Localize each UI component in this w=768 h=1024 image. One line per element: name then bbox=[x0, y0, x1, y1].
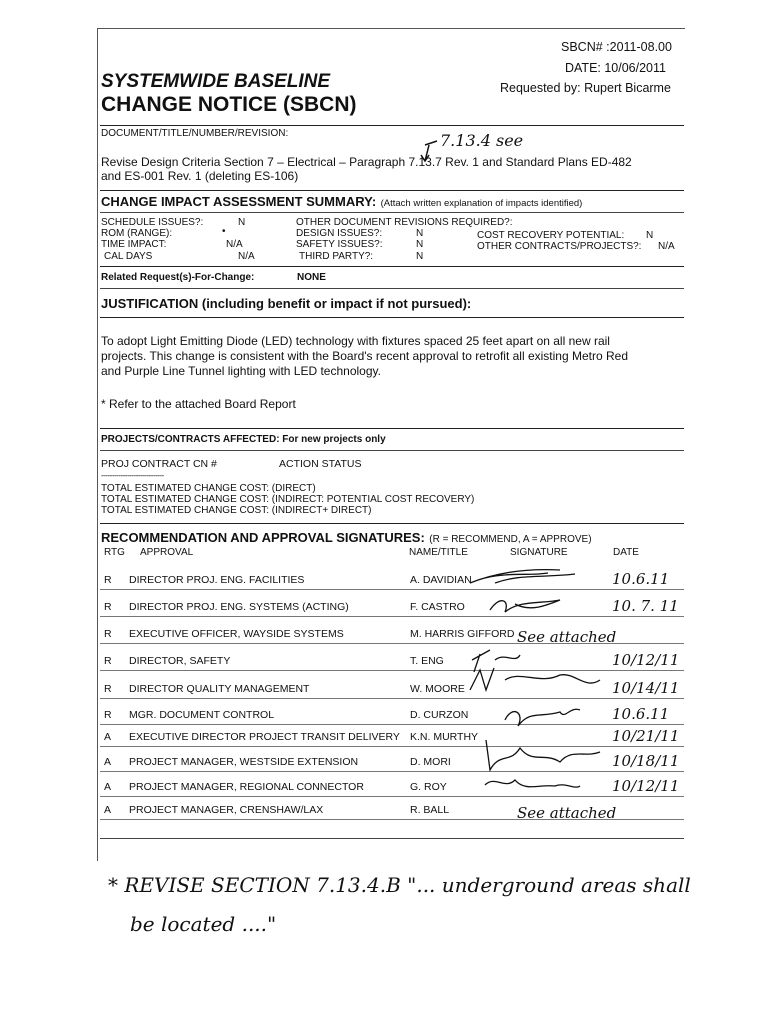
col-approval-header: APPROVAL bbox=[140, 547, 194, 558]
row-approval-title: PROJECT MANAGER, WESTSIDE EXTENSION bbox=[129, 756, 359, 768]
document-description-line2: and ES-001 Rev. 1 (deleting ES-106) bbox=[101, 169, 299, 183]
row-rtg: R bbox=[104, 655, 112, 667]
row-approval-title: DIRECTOR, SAFETY bbox=[129, 655, 231, 667]
time-impact-value: N/A bbox=[226, 239, 243, 250]
projects-row-divider: ----------------------------- bbox=[101, 471, 164, 480]
other-doc-revisions-label: OTHER DOCUMENT REVISIONS REQUIRED?: bbox=[296, 217, 513, 228]
col-name-header: NAME/TITLE bbox=[409, 547, 468, 558]
row-name: D. MORI bbox=[410, 756, 451, 768]
total-cost-indirect: TOTAL ESTIMATED CHANGE COST: (INDIRECT: POTENTIAL COST RECOVERY) bbox=[101, 494, 475, 505]
total-cost-combined: TOTAL ESTIMATED CHANGE COST: (INDIRECT+ DIRECT) bbox=[101, 505, 372, 516]
sbcn-number: SBCN# :2011-08.00 bbox=[561, 40, 672, 54]
cal-days-value: N/A bbox=[238, 251, 255, 262]
cal-days-label: CAL DAYS bbox=[104, 251, 153, 262]
row-date: 10/12/11 bbox=[612, 777, 680, 795]
row-signature-text: See attached bbox=[517, 804, 617, 822]
action-status-header: ACTION STATUS bbox=[279, 458, 362, 470]
form-title-line2: CHANGE NOTICE (SBCN) bbox=[101, 93, 357, 116]
third-party-label: THIRD PARTY?: bbox=[299, 251, 374, 262]
handwritten-section-note: 7.13.4 see bbox=[440, 131, 524, 150]
cost-recovery-value: N bbox=[646, 230, 654, 241]
row-rtg: R bbox=[104, 601, 112, 613]
rom-value: • bbox=[222, 226, 226, 237]
row-name: A. DAVIDIAN bbox=[410, 574, 472, 586]
row-approval-title: DIRECTOR PROJ. ENG. FACILITIES bbox=[129, 574, 305, 586]
row-date: 10. 7. 11 bbox=[612, 597, 679, 615]
related-request-value: NONE bbox=[297, 272, 326, 283]
row-date: 10/21/11 bbox=[612, 727, 680, 745]
row-name: F. CASTRO bbox=[410, 601, 465, 613]
row-name: D. CURZON bbox=[410, 709, 469, 721]
col-rtg-header: RTG bbox=[104, 547, 125, 558]
row-date: 10.6.11 bbox=[612, 705, 670, 723]
justification-heading: JUSTIFICATION (including benefit or impact if not pursued): bbox=[101, 296, 472, 311]
design-issues-value: N bbox=[416, 228, 424, 239]
row-name: K.N. MURTHY bbox=[410, 731, 479, 743]
other-contracts-value: N/A bbox=[658, 241, 675, 252]
document-label: DOCUMENT/TITLE/NUMBER/REVISION: bbox=[101, 128, 289, 139]
design-issues-label: DESIGN ISSUES?: bbox=[296, 228, 383, 239]
related-request-label: Related Request(s)-For-Change: bbox=[101, 272, 255, 283]
impact-heading-note: (Attach written explanation of impacts identified) bbox=[380, 198, 583, 209]
row-date: 10.6.11 bbox=[612, 570, 670, 588]
row-approval-title: DIRECTOR QUALITY MANAGEMENT bbox=[129, 683, 310, 695]
row-approval-title: EXECUTIVE OFFICER, WAYSIDE SYSTEMS bbox=[129, 628, 344, 640]
row-name: G. ROY bbox=[410, 781, 447, 793]
row-rtg: R bbox=[104, 574, 112, 586]
rom-label: ROM (RANGE): bbox=[101, 228, 173, 239]
row-date: 10/14/11 bbox=[612, 679, 680, 697]
safety-issues-value: N bbox=[416, 239, 424, 250]
row-date: 10/18/11 bbox=[612, 752, 680, 770]
other-contracts-label: OTHER CONTRACTS/PROJECTS?: bbox=[477, 241, 642, 252]
impact-heading-title: CHANGE IMPACT ASSESSMENT SUMMARY: bbox=[101, 194, 377, 209]
signatures-heading-title: RECOMMENDATION AND APPROVAL SIGNATURES: bbox=[101, 530, 425, 545]
schedule-issues-label: SCHEDULE ISSUES?: bbox=[101, 217, 204, 228]
row-approval-title: EXECUTIVE DIRECTOR PROJECT TRANSIT DELIVERY bbox=[129, 731, 400, 743]
requested-by: Requested by: Rupert Bicarme bbox=[500, 81, 671, 95]
justification-line2: projects. This change is consistent with the Board's recent approval to retrofit all existing Metro Red bbox=[101, 349, 628, 363]
sbcn-date: DATE: 10/06/2011 bbox=[565, 61, 666, 75]
total-cost-direct: TOTAL ESTIMATED CHANGE COST: (DIRECT) bbox=[101, 483, 316, 494]
row-approval-title: DIRECTOR PROJ. ENG. SYSTEMS (ACTING) bbox=[129, 601, 349, 613]
proj-contract-header: PROJ CONTRACT CN # bbox=[101, 458, 217, 470]
col-date-header: DATE bbox=[613, 547, 639, 558]
justification-line1: To adopt Light Emitting Diode (LED) technology with fixtures spaced 25 feet apart on all new rail bbox=[101, 334, 610, 348]
row-signature-text: See attached bbox=[517, 628, 617, 646]
cost-recovery-label: COST RECOVERY POTENTIAL: bbox=[477, 230, 625, 241]
handwritten-revision-line2: be located ...." bbox=[130, 912, 277, 936]
row-rtg: A bbox=[104, 804, 112, 816]
row-rtg: R bbox=[104, 709, 112, 721]
row-name: M. HARRIS GIFFORD bbox=[410, 628, 515, 640]
time-impact-label: TIME IMPACT: bbox=[101, 239, 167, 250]
row-name: W. MOORE bbox=[410, 683, 465, 695]
schedule-issues-value: N bbox=[238, 217, 246, 228]
projects-heading: PROJECTS/CONTRACTS AFFECTED: For new projects only bbox=[101, 434, 386, 445]
row-date: 10/12/11 bbox=[612, 651, 680, 669]
row-rtg: R bbox=[104, 628, 112, 640]
col-signature-header: SIGNATURE bbox=[510, 547, 568, 558]
board-report-note: * Refer to the attached Board Report bbox=[101, 397, 296, 411]
row-rtg: A bbox=[104, 731, 112, 743]
third-party-value: N bbox=[416, 251, 424, 262]
row-name: R. BALL bbox=[410, 804, 450, 816]
row-approval-title: PROJECT MANAGER, REGIONAL CONNECTOR bbox=[129, 781, 364, 793]
safety-issues-label: SAFETY ISSUES?: bbox=[296, 239, 383, 250]
row-rtg: A bbox=[104, 781, 112, 793]
row-approval-title: PROJECT MANAGER, CRENSHAW/LAX bbox=[129, 804, 324, 816]
row-rtg: R bbox=[104, 683, 112, 695]
row-rtg: A bbox=[104, 756, 112, 768]
row-name: T. ENG bbox=[410, 655, 444, 667]
justification-line3: and Purple Line Tunnel lighting with LED technology. bbox=[101, 364, 381, 378]
row-approval-title: MGR. DOCUMENT CONTROL bbox=[129, 709, 275, 721]
document-description-line1: Revise Design Criteria Section 7 – Electrical – Paragraph 7.13.7 Rev. 1 and Standard Plans ED-482 bbox=[101, 155, 632, 169]
form-title-line1: SYSTEMWIDE BASELINE bbox=[101, 71, 331, 92]
handwritten-revision-line1: * REVISE SECTION 7.13.4.B "... underground areas shall bbox=[108, 873, 691, 897]
signatures-heading-note: (R = RECOMMEND, A = APPROVE) bbox=[429, 534, 592, 545]
